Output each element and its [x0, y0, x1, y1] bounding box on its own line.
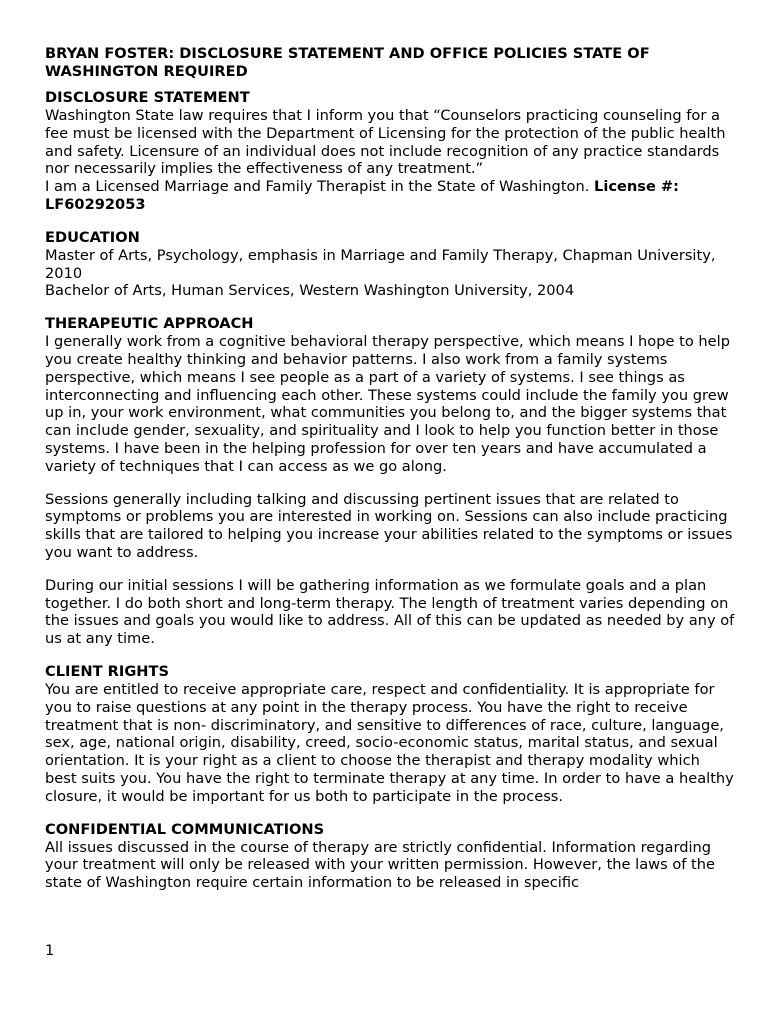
document-title: BRYAN FOSTER: DISCLOSURE STATEMENT AND OFFICE POLICIES STATE OF WASHINGTON REQUIRED: [45, 45, 650, 80]
disclosure-paragraph: Washington State law requires that I inform you that “Counselors practicing counseling for a fee must be licensed with the Department of Licensing for the protection of the public health and safety. Licensure of an individual does not include recognition of any practice standards nor necessarily implies the effectiveness of any treatment.”: [45, 107, 726, 178]
education-heading: EDUCATION: [45, 228, 140, 246]
approach-heading: THERAPEUTIC APPROACH: [45, 315, 254, 333]
client-rights-paragraph: You are entitled to receive appropriate care, respect and confidentiality. It is appropriate for you to raise questions at any point in the therapy process. You have the right to receive treatment that is non- discriminatory, and sensitive to differences of race, culture, language, sex, age, national origin, disability, creed, socio-economic status, marital status, and sexual orientation. It is your right as a client to choose the therapist and therapy modality which best suits you. You have the right to terminate therapy at any time. In order to have a healthy closure, it would be important for us both to participate in the process.: [45, 680, 734, 805]
confidential-paragraph: All issues discussed in the course of therapy are strictly confidential. Information regarding your treatment will only be released with your written permission. However, the laws of the state of Washington require certain information to be released in specific: [45, 838, 716, 892]
approach-paragraph: During our initial sessions I will be gathering information as we formulate goals and a plan together. I do both short and long-term therapy. The length of treatment varies depending on the issues and goals you would like to address. All of this can be updated as needed by any of us at any time.: [45, 576, 735, 648]
education-item: Master of Arts, Psychology, emphasis in Marriage and Family Therapy, Chapman University, 2010: [45, 246, 716, 282]
license-label: License #:: [594, 178, 679, 196]
disclosure-heading: DISCLOSURE STATEMENT: [45, 89, 250, 106]
license-line: I am a Licensed Marriage and Family Therapist in the State of Washington.: [45, 178, 590, 196]
page-number: 1: [45, 942, 55, 959]
education-item: Bachelor of Arts, Human Services, Western Washington University, 2004: [45, 282, 575, 300]
approach-paragraph: Sessions generally including talking and discussing pertinent issues that are related to symptoms or problems you are interested in working on. Sessions can also include practicing skills that are tailored to helping you increase your abilities related to the symptoms or issues you want to address.: [45, 490, 733, 561]
section-confidential: [45, 821, 735, 892]
section-disclosure: [45, 89, 735, 214]
license-statement: [45, 178, 735, 214]
confidential-heading: CONFIDENTIAL COMMUNICATIONS: [45, 820, 325, 838]
client-rights-heading: CLIENT RIGHTS: [45, 662, 169, 680]
section-therapeutic-approach: [45, 315, 735, 648]
section-education: [45, 229, 735, 300]
document-page: [45, 45, 735, 907]
license-number: LF60292053: [45, 195, 146, 213]
approach-paragraph: I generally work from a cognitive behavioral therapy perspective, which means I hope to help you create healthy thinking and behavior patterns. I also work from a family systems perspective, which means I see people as a part of a variety of systems. I see things as interconnecting and influencing each other. These systems could include the family you grew up in, your work environment, what communities you belong to, and the bigger systems that can include gender, sexuality, and spirituality and I look to help you function better in those systems. I have been in the helping profession for over ten years and have accumulated a variety of techniques that I can access as we go along.: [45, 333, 730, 475]
section-client-rights: [45, 663, 735, 806]
